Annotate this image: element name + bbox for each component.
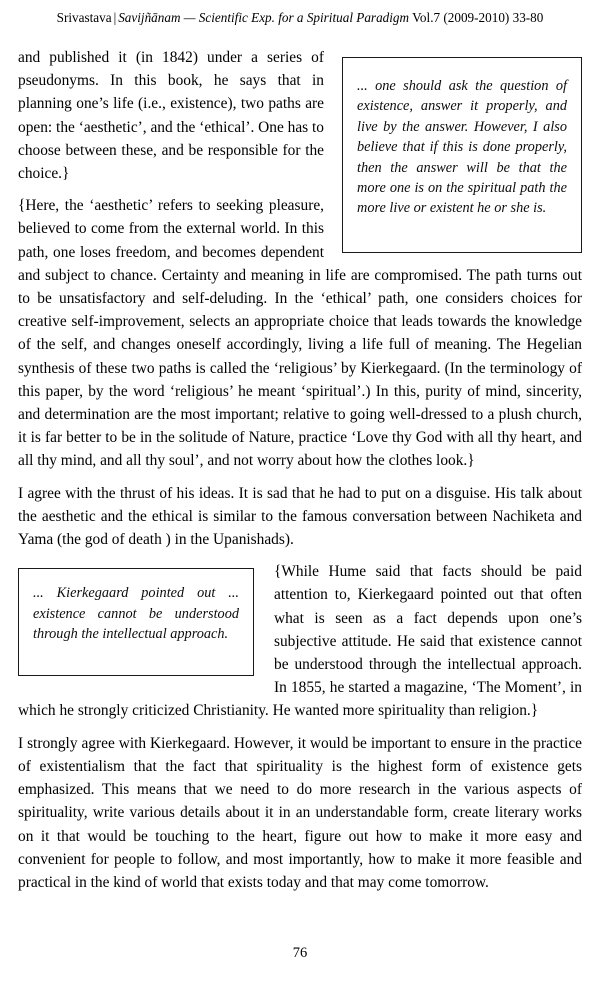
pull-quote-box-left [18, 568, 254, 676]
running-head [0, 10, 600, 26]
pull-quote-box-right [342, 57, 582, 253]
running-head-journal-title: Savijñānam — Scientific Exp. for a Spiritual Paradigm [118, 10, 410, 25]
pull-quote-left-text: ... Kierkegaard pointed out ... existence cannot be understood through the intellectual approach. [33, 585, 239, 643]
running-head-author: Srivastava [56, 10, 112, 25]
running-head-separator: | [113, 10, 117, 25]
paragraph-1: and published it (in 1842) under a series of pseudonyms. In this book, he says that in planning one’s life (i.e., existence), two paths are open: the ‘aesthetic’, and the ‘ethical’. One has to choose between these, and be responsible for the choice.} [18, 49, 324, 183]
page-folio [0, 944, 600, 962]
body-text-column [18, 46, 582, 903]
paragraph-2: {Here, the ‘aesthetic’ refers to seeking pleasure, believed to come from the external world. In this path, one loses freedom, and becomes dependent and subject to chance. Certainty and meaning in life are compromised. The path turns out to be unsatisfactory and self-deluding. In the ‘ethical’ path, one considers choices for creative self-improvement, selects an appropriate choice that leads towards the knowledge of the self, and changes oneself accordingly, living a life full of meaning. The Hegelian synthesis of these two paths is called the ‘religious’ by Kierkegaard. (In the terminology of this paper, by the word ‘religious’ he meant ‘spiritual’.) In this, purity of mind, sincerity, and determination are the most important; relative to going well-dressed to a plush church, it is far better to be in the solitude of Nature, practice ‘Love thy God with all thy heart, and all thy mind, and all thy soul’, and not worry about how the clothes look.} [18, 197, 582, 470]
pull-quote-right-text: ... one should ask the question of existence, answer it properly, and live by the answer. However, I also believe that if this is done properly, then the answer will be that the more one is on the spiritual path the more live or existent he or she is. [357, 78, 567, 217]
paragraph-5: I strongly agree with Kierkegaard. However, it would be important to ensure in the practice of existentialism that the fact that spirituality is the highest form of existence gets emphasized. This means that we need to do more research in the various aspects of spirituality, write various details about it in an understandable form, create literary works on it that would be touching to the heart, figure out how to make it more easy and convenient for people to follow, and most importantly, how to make it more feasible and practical in the kind of world that exists today and that may come tomorrow. [18, 734, 582, 891]
paragraph-4: {While Hume said that facts should be paid attention to, Kierkegaard pointed out that often what is seen as a fact depends upon one’s subjective attitude. He said that existence cannot be understood through the intellectual approach. In 1855, he started a magazine, ‘The Moment’, in which he strongly criticized Christianity. He wanted more spirituality than religion.} [18, 563, 582, 720]
paragraph-3: I agree with the thrust of his ideas. It is sad that he had to put on a disguise. His talk about the aesthetic and the ethical is similar to the famous conversation between Nachiketa and Yama (the god of death ) in the Upanishads). [18, 484, 582, 549]
page-number: 76 [292, 945, 308, 961]
running-head-volume: Vol.7 (2009-2010) 33-80 [412, 10, 544, 25]
